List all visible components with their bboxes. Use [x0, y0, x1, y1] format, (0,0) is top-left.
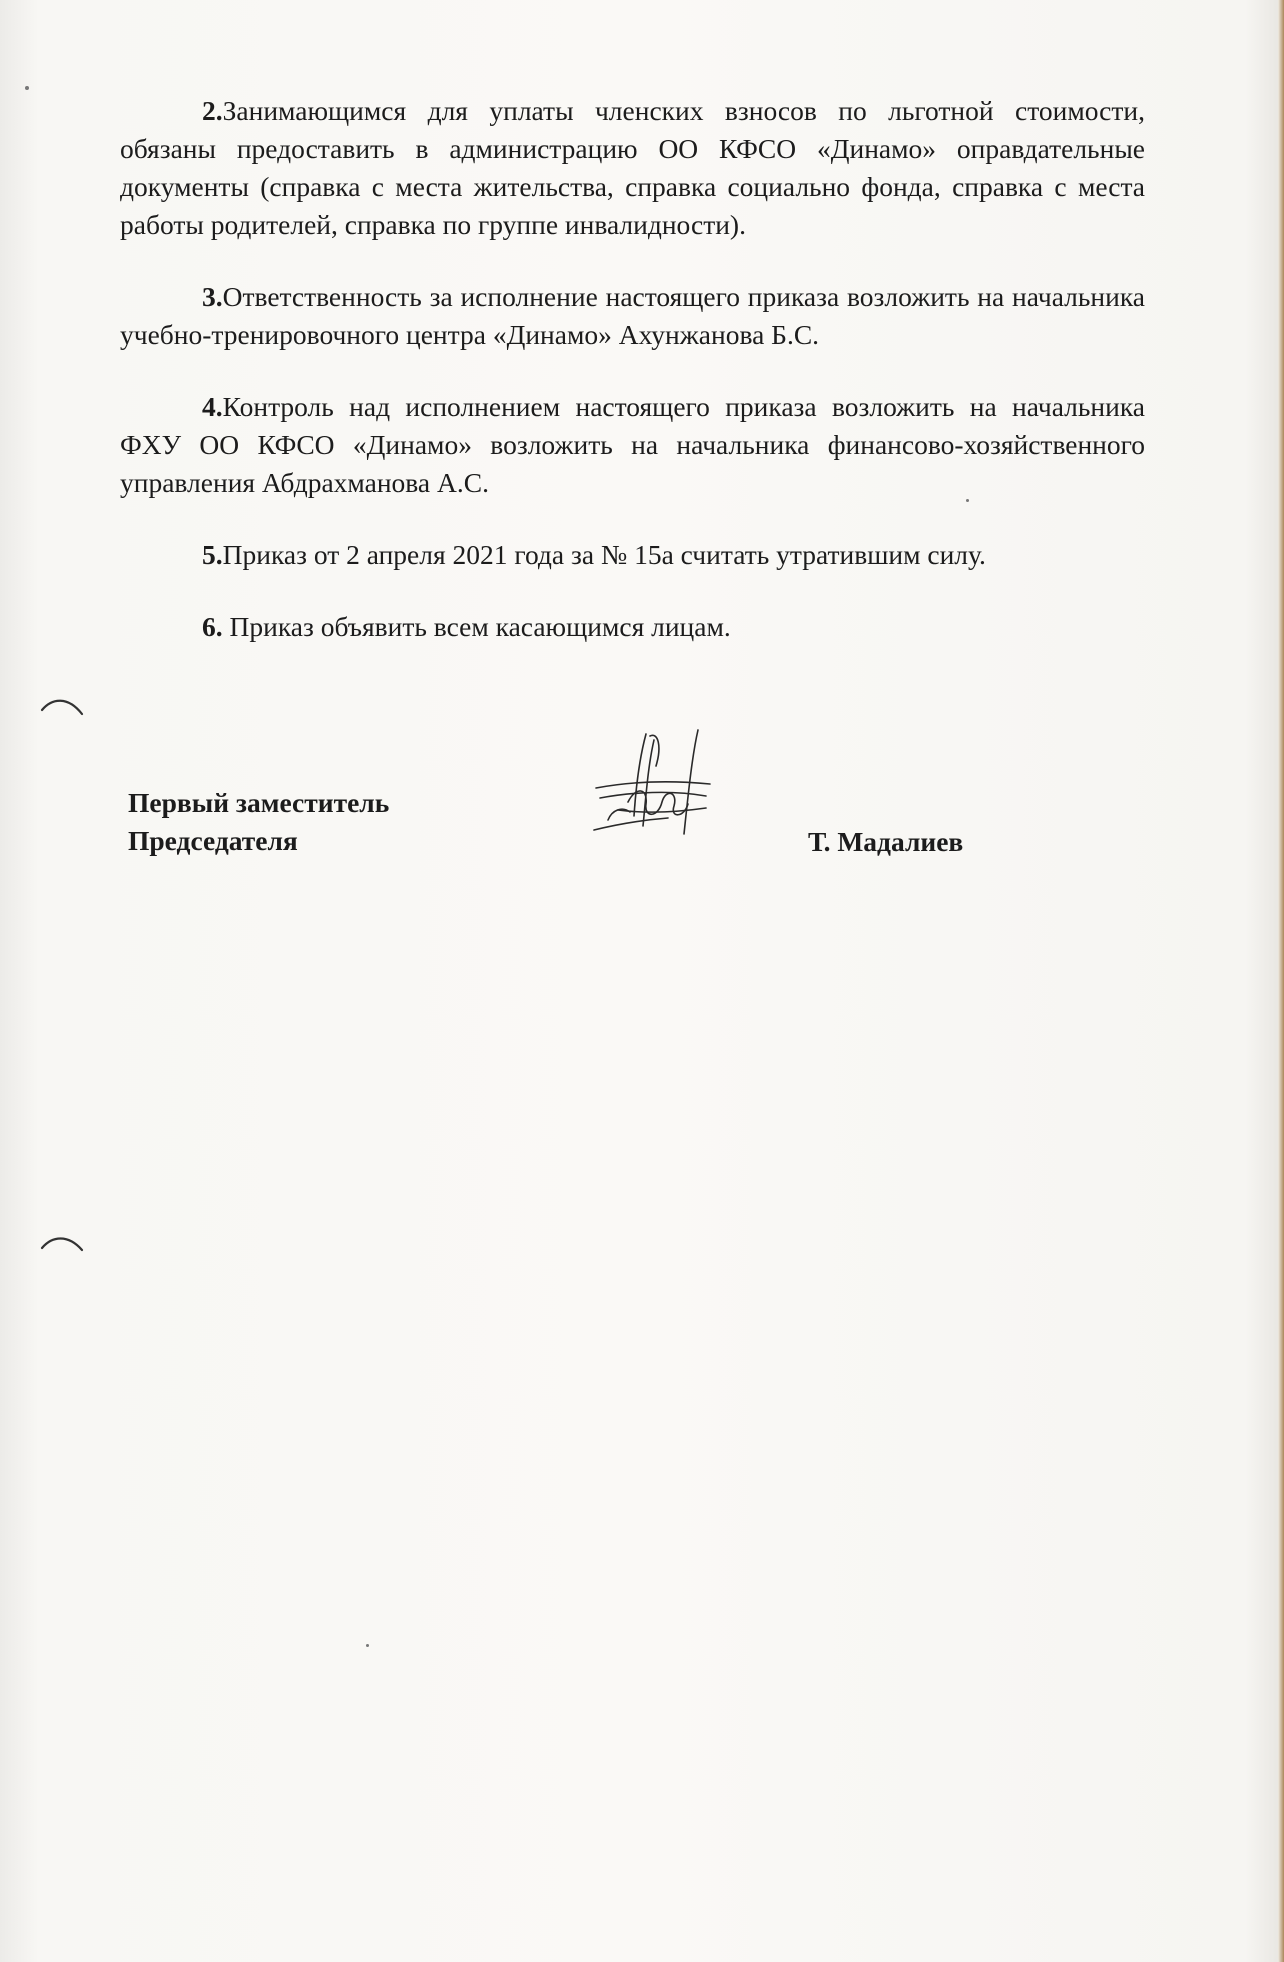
paragraph-text: Контроль над исполнением настоящего приказа возложить на начальника ФХУ ОО КФСО «Динамо» возложить на начальника финансово-хозяйственного управления Абдрахманова А.С.	[120, 391, 1145, 498]
paragraph-number: 2.	[202, 95, 223, 126]
paragraph-2	[120, 92, 1145, 244]
paragraph-text: Приказ объявить всем касающимся лицам.	[222, 611, 731, 642]
signatory-name: Т. Мадалиев	[808, 826, 964, 857]
paragraph-text: Приказ от 2 апреля 2021 года за № 15а считать утратившим силу.	[222, 539, 986, 570]
paragraph-4	[120, 388, 1145, 502]
paragraph-number: 5.	[202, 539, 223, 570]
signatory-title-line2: Председателя	[128, 825, 298, 856]
paragraph-6	[120, 608, 1145, 646]
punch-hole-mark-icon	[38, 1228, 88, 1258]
paper-speck	[25, 86, 29, 90]
paragraph-5	[120, 536, 1145, 574]
signatory-title	[128, 784, 389, 860]
signatory-title-line1: Первый заместитель	[128, 787, 390, 818]
paragraph-number: 3.	[202, 281, 223, 312]
handwritten-signature	[588, 726, 728, 846]
paragraph-text: Ответственность за исполнение настоящего приказа возложить на начальника учебно-тренировочного центра «Динамо» Ахунжанова Б.С.	[120, 281, 1145, 350]
paragraph-3	[120, 278, 1145, 354]
paper-speck	[966, 499, 969, 502]
paragraph-number: 6.	[202, 611, 223, 642]
document-body	[120, 92, 1145, 646]
paragraph-number: 4.	[202, 391, 223, 422]
paper-edge	[1278, 0, 1284, 1962]
paragraph-text: Занимающимся для уплаты членских взносов по льготной стоимости, обязаны предоставить в администрацию ОО КФСО «Динамо» оправдательные документы (справка с места жительства, справка социально фонда, справка с места работы родителей, справка по группе инвалидности).	[120, 95, 1145, 240]
punch-hole-mark-icon	[38, 692, 88, 722]
paper-speck	[366, 1644, 369, 1647]
